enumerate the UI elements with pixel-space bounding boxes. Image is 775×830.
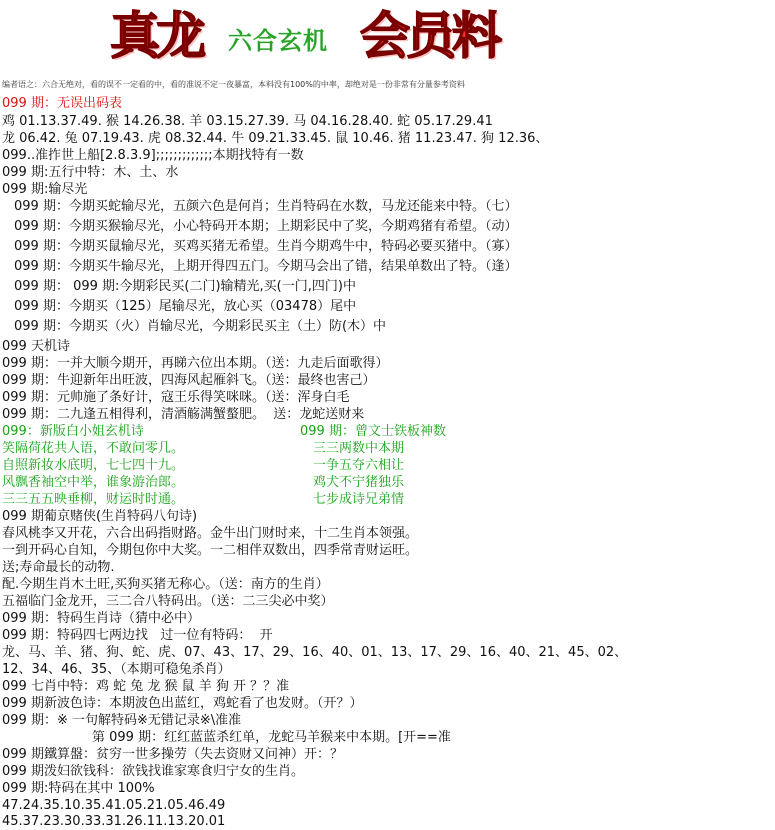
text-line: 春风桃李又开花，六合出码指财路。金牛出门财时来，十二生肖本领强。 [2,526,419,541]
text-line: 099 期：二九逢五相得利，清酒觞满蟹螯肥。 送：龙蛇送财来 [2,407,365,422]
section-heading: 099 天机诗 [2,339,70,354]
text-line: 099 期:输尽光 [2,182,88,197]
text-line: 送;寿命最长的动物. [2,560,115,575]
poem-left-line: 笑隔荷花共人语，不敢问零几。 [2,441,185,456]
poem-left-line: 风飘香袖空中举，谁象游治郎。 [2,475,185,490]
poem-left-line: 三三五五映垂柳，财运时时通。 [2,492,185,507]
text-line: 099 期：特码四七两边找 过一位有特码： 开 [2,628,273,643]
text-line: 099 期:五行中特：木、土、水 [2,165,179,180]
text-line: 099 期：今期买牛输尽光，上期开得四五门。今期马会出了错，结果单数出了特。（逢） [14,259,518,274]
text-line: 第 099 期：红红蓝蓝杀红单，龙蛇马羊猴来中本期。[开==准 [92,730,451,745]
text-line: 099 期：※ 一句解特码※无错记录※\准准 [2,713,242,728]
poem-right-line: 一争五夺六相让 [313,458,405,473]
text-line: 五福临门金龙开，三二合八特码出。（送：二三尖必中奖） [2,594,334,609]
number-row: 47.24.35.10.35.41.05.21.05.46.49 [2,798,226,813]
poem-right-heading: 099 期：曾文士铁板神数 [300,424,446,439]
text-line: 099 期：牛迎新年出旺波，四海风起雁斜飞。（送：最终也害己） [2,373,376,388]
text-line: 099 期： 099 期:今期彩民买(二门)输精光,买(一门,四门)中 [14,279,356,294]
notice-text: 编者语之：六合无绝对，看的误不一定看的中，看的准说不定一夜暴富，本料没有100%的中率，却绝对是一份非常有分量参考资料 [2,80,465,89]
poem-left-line: 自照新妆水底明，七七四十九。 [2,458,185,473]
text-line: 配.今期生肖木土旺,买狗买猪无称心。（送：南方的生肖） [2,577,329,592]
code-row: 龙 06.42. 兔 07.19.43. 虎 08.32.44. 牛 09.21.33.45. 鼠 10.46. 猪 11.23.47. 狗 12.36、 [2,131,549,146]
text-line: 099 期新波色诗：本期波色出蓝红，鸡蛇看了也发财。（开？） [2,696,363,711]
text-line: 099 期:特码在其中 100% [2,781,155,796]
text-line: 099 期：一并大顺今期开，再睇六位出本期。（送：九走后面歌得） [2,356,389,371]
title-left: 真龙 [110,7,202,65]
text-line: 099 期：今期买（125）尾输尽光，放心买（03478）尾中 [14,299,357,314]
section-heading: 099 期：无误出码表 [2,96,122,111]
text-line: 099 期葡京赌侠(生肖特码八句诗) [2,509,198,524]
text-line: 12、34、46、35、（本期可稳兔杀肖） [2,662,231,677]
text-line: 龙、马、羊、猪、狗、蛇、虎、07、43、17、29、16、40、01、13、17、29、16、40、21、45、02、 [2,645,628,660]
code-row: 鸡 01.13.37.49. 猴 14.26.38. 羊 03.15.27.39. 马 04.16.28.40. 蛇 05.17.29.41 [2,114,493,129]
text-line: 一到开码心自知，今期包你中大奖。一二相伴双数出，四季常青财运旺。 [2,543,419,558]
title-right: 会员料 [360,7,498,65]
text-line: 099 期：今期买（火）肖输尽光，今期彩民买主（土）防(木）中 [14,319,387,334]
number-row: 45.37.23.30.33.31.26.11.13.20.01 [2,814,226,829]
poem-right-line: 七步成诗兄弟情 [313,492,405,507]
text-line: 099 期：元帅施了条好计，寇王乐得笑咪咪。（送：浑身白毛 [2,390,350,405]
text-line: 099 七肖中特：鸡 蛇 兔 龙 猴 鼠 羊 狗 开 ？？准 [2,679,290,694]
text-line: 099 期：今期买猴输尽光，小心特码开本期；上期彩民中了奖，今期鸡猪有希望。（动） [14,219,518,234]
text-line: 099 期泼妇欲钱科：欲钱找谁家寒食归宁女的生肖。 [2,764,304,779]
poem-right-line: 三三两数中本期 [313,441,405,456]
text-line: 099 期：特码生肖诗（猜中必中） [2,611,200,626]
text-line: 099 期：今期买蛇输尽光，五颜六色是何肖；生肖特码在水数，马龙还能来中特。（七） [14,199,518,214]
title-mid: 六合玄机 [228,26,328,55]
poem-right-line: 鸡犬不宁猪独乐 [313,475,405,490]
text-line: 099..准拃世上船[2.8.3.9];;;;;;;;;;;;;本期找特有一数 [2,148,304,163]
header-banner [110,6,530,68]
text-line: 099 期鐵算盤：贫穷一世多操劳（失去资财又问神）开：？ [2,747,343,762]
poem-left-heading: 099：新版白小姐玄机诗 [2,424,144,439]
text-line: 099 期：今期买鼠输尽光，买鸡买猪无希望。生肖今期鸡牛中，特码必要买猪中。（寡） [14,239,518,254]
